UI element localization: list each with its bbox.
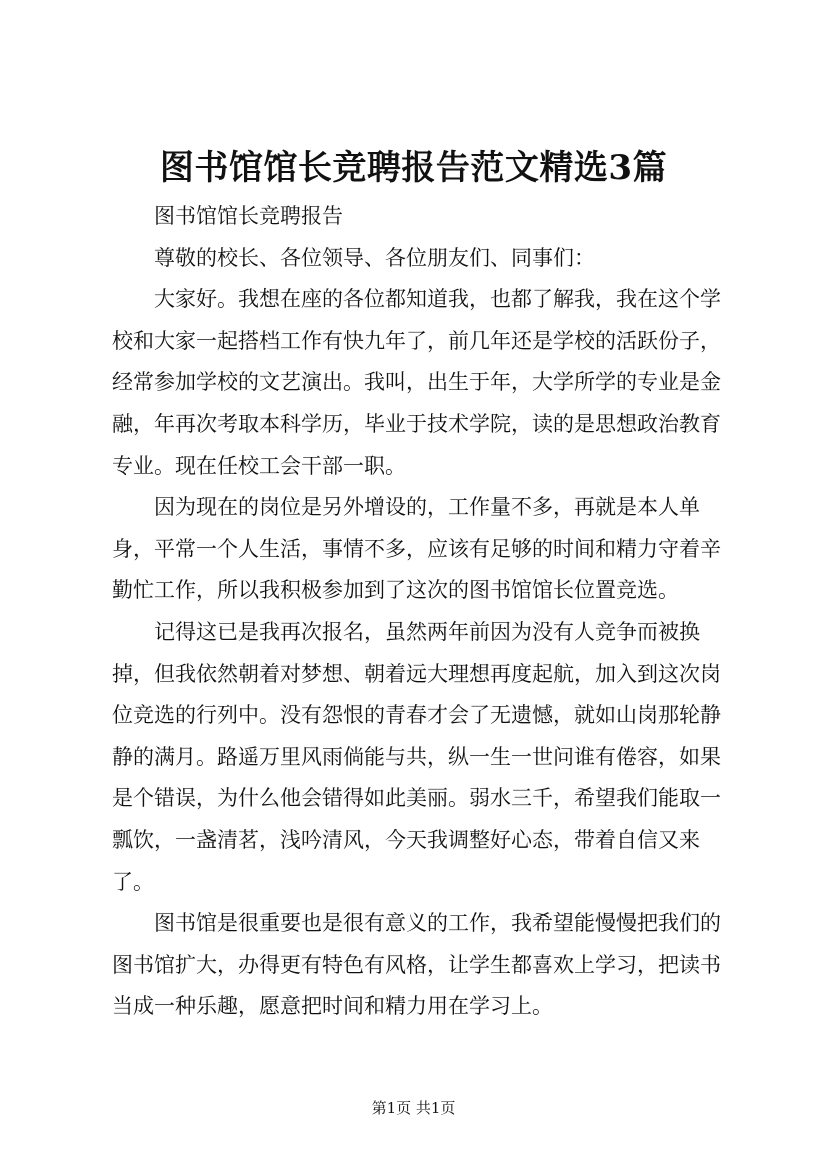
paragraph-plan: 图书馆是很重要也是很有意义的工作，我希望能慢慢把我们的图书馆扩大，办得更有特色有风格，让学生都喜欢上学习，把读书当成一种乐趣，愿意把时间和精力用在学习上。 <box>112 911 721 1019</box>
paragraph-reason: 因为现在的岗位是另外增设的，工作量不多，再就是本人单身，平常一个人生活，事情不多，应该有足够的时间和精力守着辛勤忙工作，所以我积极参加到了这次的图书馆馆长位置竞选。 <box>112 495 721 603</box>
document-body <box>112 196 722 1028</box>
paragraph-introduction: 大家好。我想在座的各位都知道我，也都了解我，我在这个学校和大家一起搭档工作有快九年了，前几年还是学校的活跃份子，经常参加学校的文艺演出。我叫，出生于年，大学所学的专业是金融，年再次考取本科学历，毕业于技术学院，读的是思想政治教育专业。现在任校工会干部一职。 <box>112 287 721 478</box>
paragraph-salutation: 尊敬的校长、各位领导、各位朋友们、同事们： <box>154 245 595 270</box>
page-number: 第1页 共1页 <box>371 1099 456 1117</box>
document-title: 图书馆馆长竞聘报告范文精选3篇 <box>159 148 668 188</box>
paragraph-subtitle: 图书馆馆长竞聘报告 <box>154 204 343 228</box>
paragraph-reapplication: 记得这已是我再次报名，虽然两年前因为没有人竞争而被换掉，但我依然朝着对梦想、朝着远大理想再度起航，加入到这次岗位竞选的行列中。没有怨恨的青春才会了无遗憾，就如山岗那轮静静的满月。路遥万里风雨倘能与共，纵一生一世问谁有倦容，如果是个错误，为什么他会错得如此美丽。弱水三千，希望我们能取一瓢饮，一盏清茗，浅吟清风，今天我调整好心态，带着自信又来了。 <box>112 619 721 894</box>
